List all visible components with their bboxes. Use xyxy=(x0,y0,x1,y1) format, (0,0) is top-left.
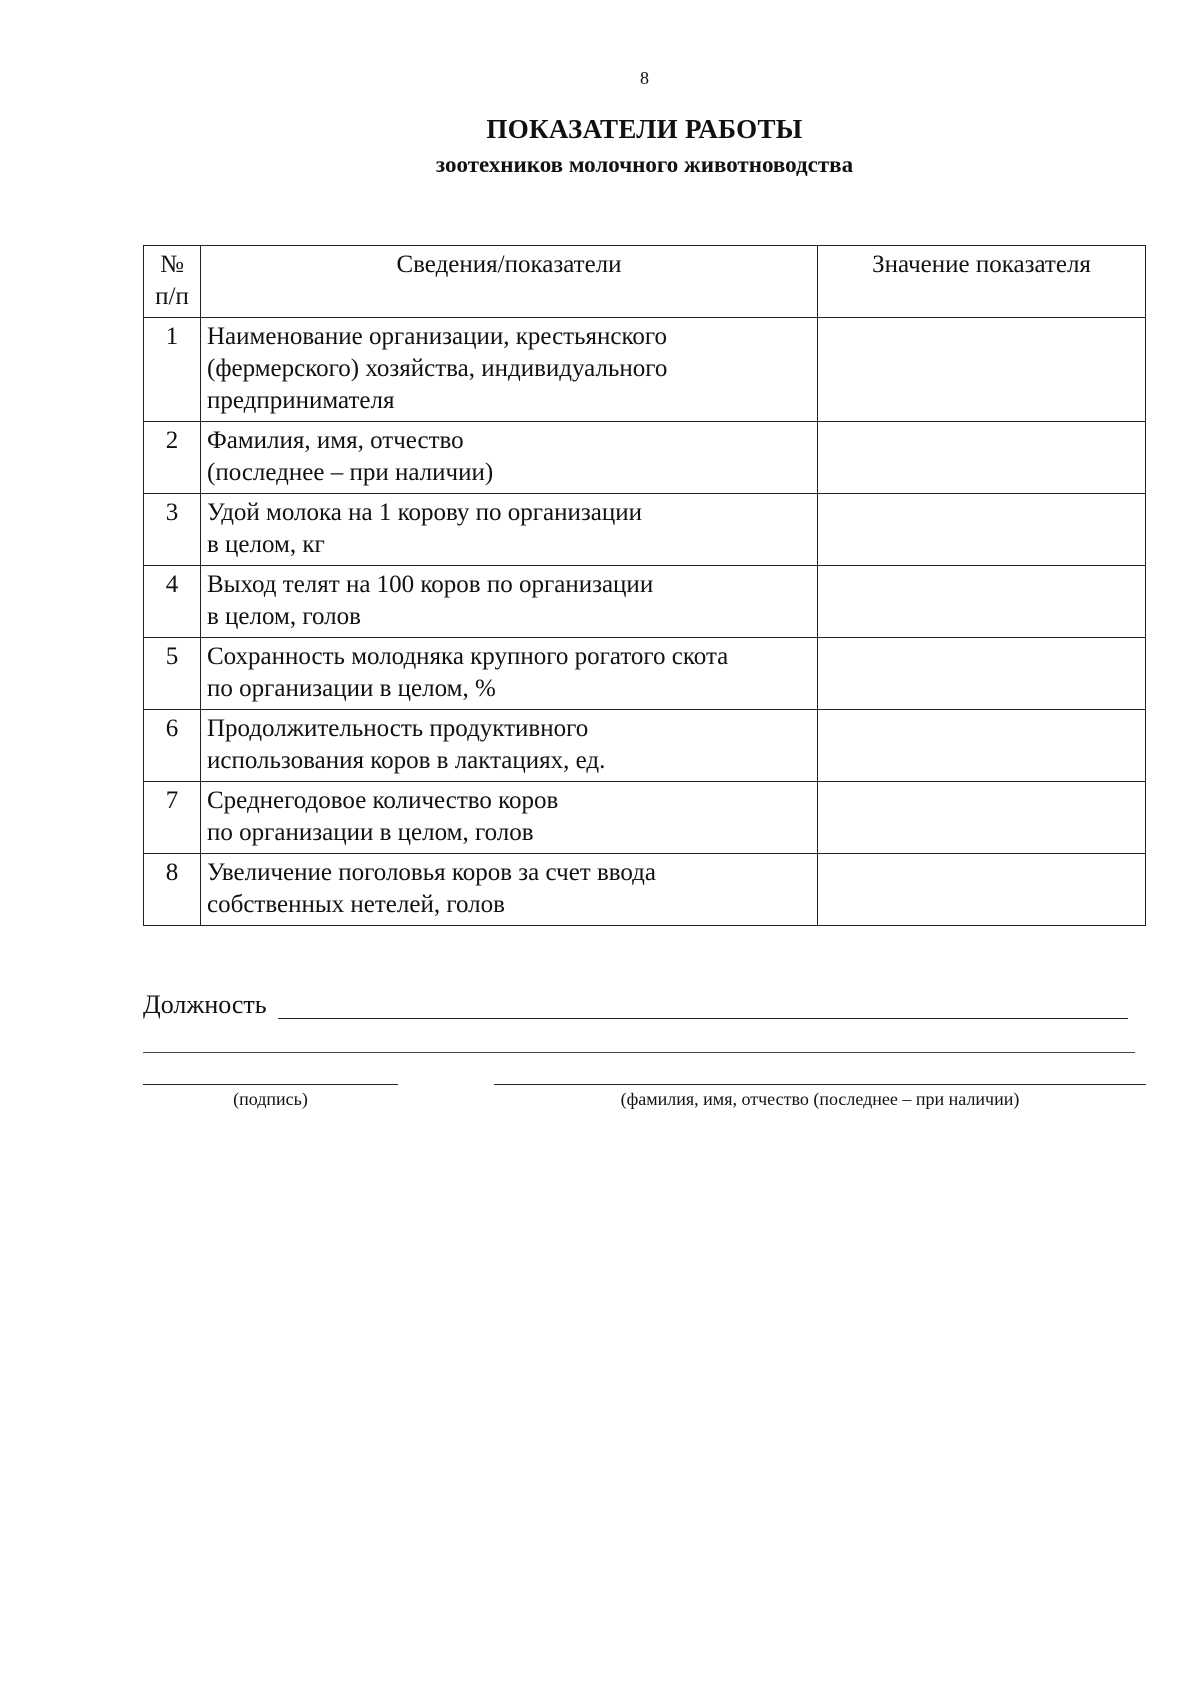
row-number: 5 xyxy=(144,638,201,710)
position-field-line-continued[interactable] xyxy=(143,1052,1135,1053)
row-value-cell[interactable] xyxy=(818,710,1146,782)
row-value-cell[interactable] xyxy=(818,782,1146,854)
table-row xyxy=(144,318,1146,422)
table-row xyxy=(144,638,1146,710)
row-indicator: Наименование организации, крестьянского (фермерского) хозяйства, индивидуального предпринимателя xyxy=(201,318,818,422)
table-row xyxy=(144,782,1146,854)
column-header-number: № п/п xyxy=(144,246,201,318)
full-name-field-line[interactable] xyxy=(494,1084,1146,1085)
row-number: 3 xyxy=(144,494,201,566)
row-value-cell[interactable] xyxy=(818,422,1146,494)
position-field-line[interactable] xyxy=(278,1018,1128,1019)
row-value-cell[interactable] xyxy=(818,638,1146,710)
table-row xyxy=(144,854,1146,926)
row-indicator: Продолжительность продуктивного использования коров в лактациях, ед. xyxy=(201,710,818,782)
row-indicator: Выход телят на 100 коров по организации в целом, голов xyxy=(201,566,818,638)
row-number: 4 xyxy=(144,566,201,638)
row-indicator: Сохранность молодняка крупного рогатого скота по организации в целом, % xyxy=(201,638,818,710)
table-header-row xyxy=(144,246,1146,318)
table-row xyxy=(144,710,1146,782)
indicators-table xyxy=(143,245,1146,926)
row-indicator: Увеличение поголовья коров за счет ввода собственных нетелей, голов xyxy=(201,854,818,926)
row-number: 7 xyxy=(144,782,201,854)
row-number: 6 xyxy=(144,710,201,782)
column-header-indicators: Сведения/показатели xyxy=(201,246,818,318)
position-label: Должность xyxy=(143,990,267,1019)
row-indicator: Среднегодовое количество коров по организации в целом, голов xyxy=(201,782,818,854)
full-name-caption: (фамилия, имя, отчество (последнее – при наличии) xyxy=(620,1089,1020,1109)
row-number: 8 xyxy=(144,854,201,926)
signature-caption: (подпись) xyxy=(233,1089,308,1109)
row-value-cell[interactable] xyxy=(818,318,1146,422)
row-value-cell[interactable] xyxy=(818,854,1146,926)
table-row xyxy=(144,422,1146,494)
row-number: 1 xyxy=(144,318,201,422)
page-number: 8 xyxy=(640,68,649,88)
table-row xyxy=(144,494,1146,566)
row-indicator: Фамилия, имя, отчество (последнее – при наличии) xyxy=(201,422,818,494)
row-number: 2 xyxy=(144,422,201,494)
document-title: ПОКАЗАТЕЛИ РАБОТЫ xyxy=(486,114,803,144)
column-header-value: Значение показателя xyxy=(818,246,1146,318)
row-value-cell[interactable] xyxy=(818,494,1146,566)
row-indicator: Удой молока на 1 корову по организации в целом, кг xyxy=(201,494,818,566)
document-subtitle: зоотехников молочного животноводства xyxy=(435,152,854,177)
row-value-cell[interactable] xyxy=(818,566,1146,638)
signature-field-line[interactable] xyxy=(143,1084,398,1085)
table-row xyxy=(144,566,1146,638)
